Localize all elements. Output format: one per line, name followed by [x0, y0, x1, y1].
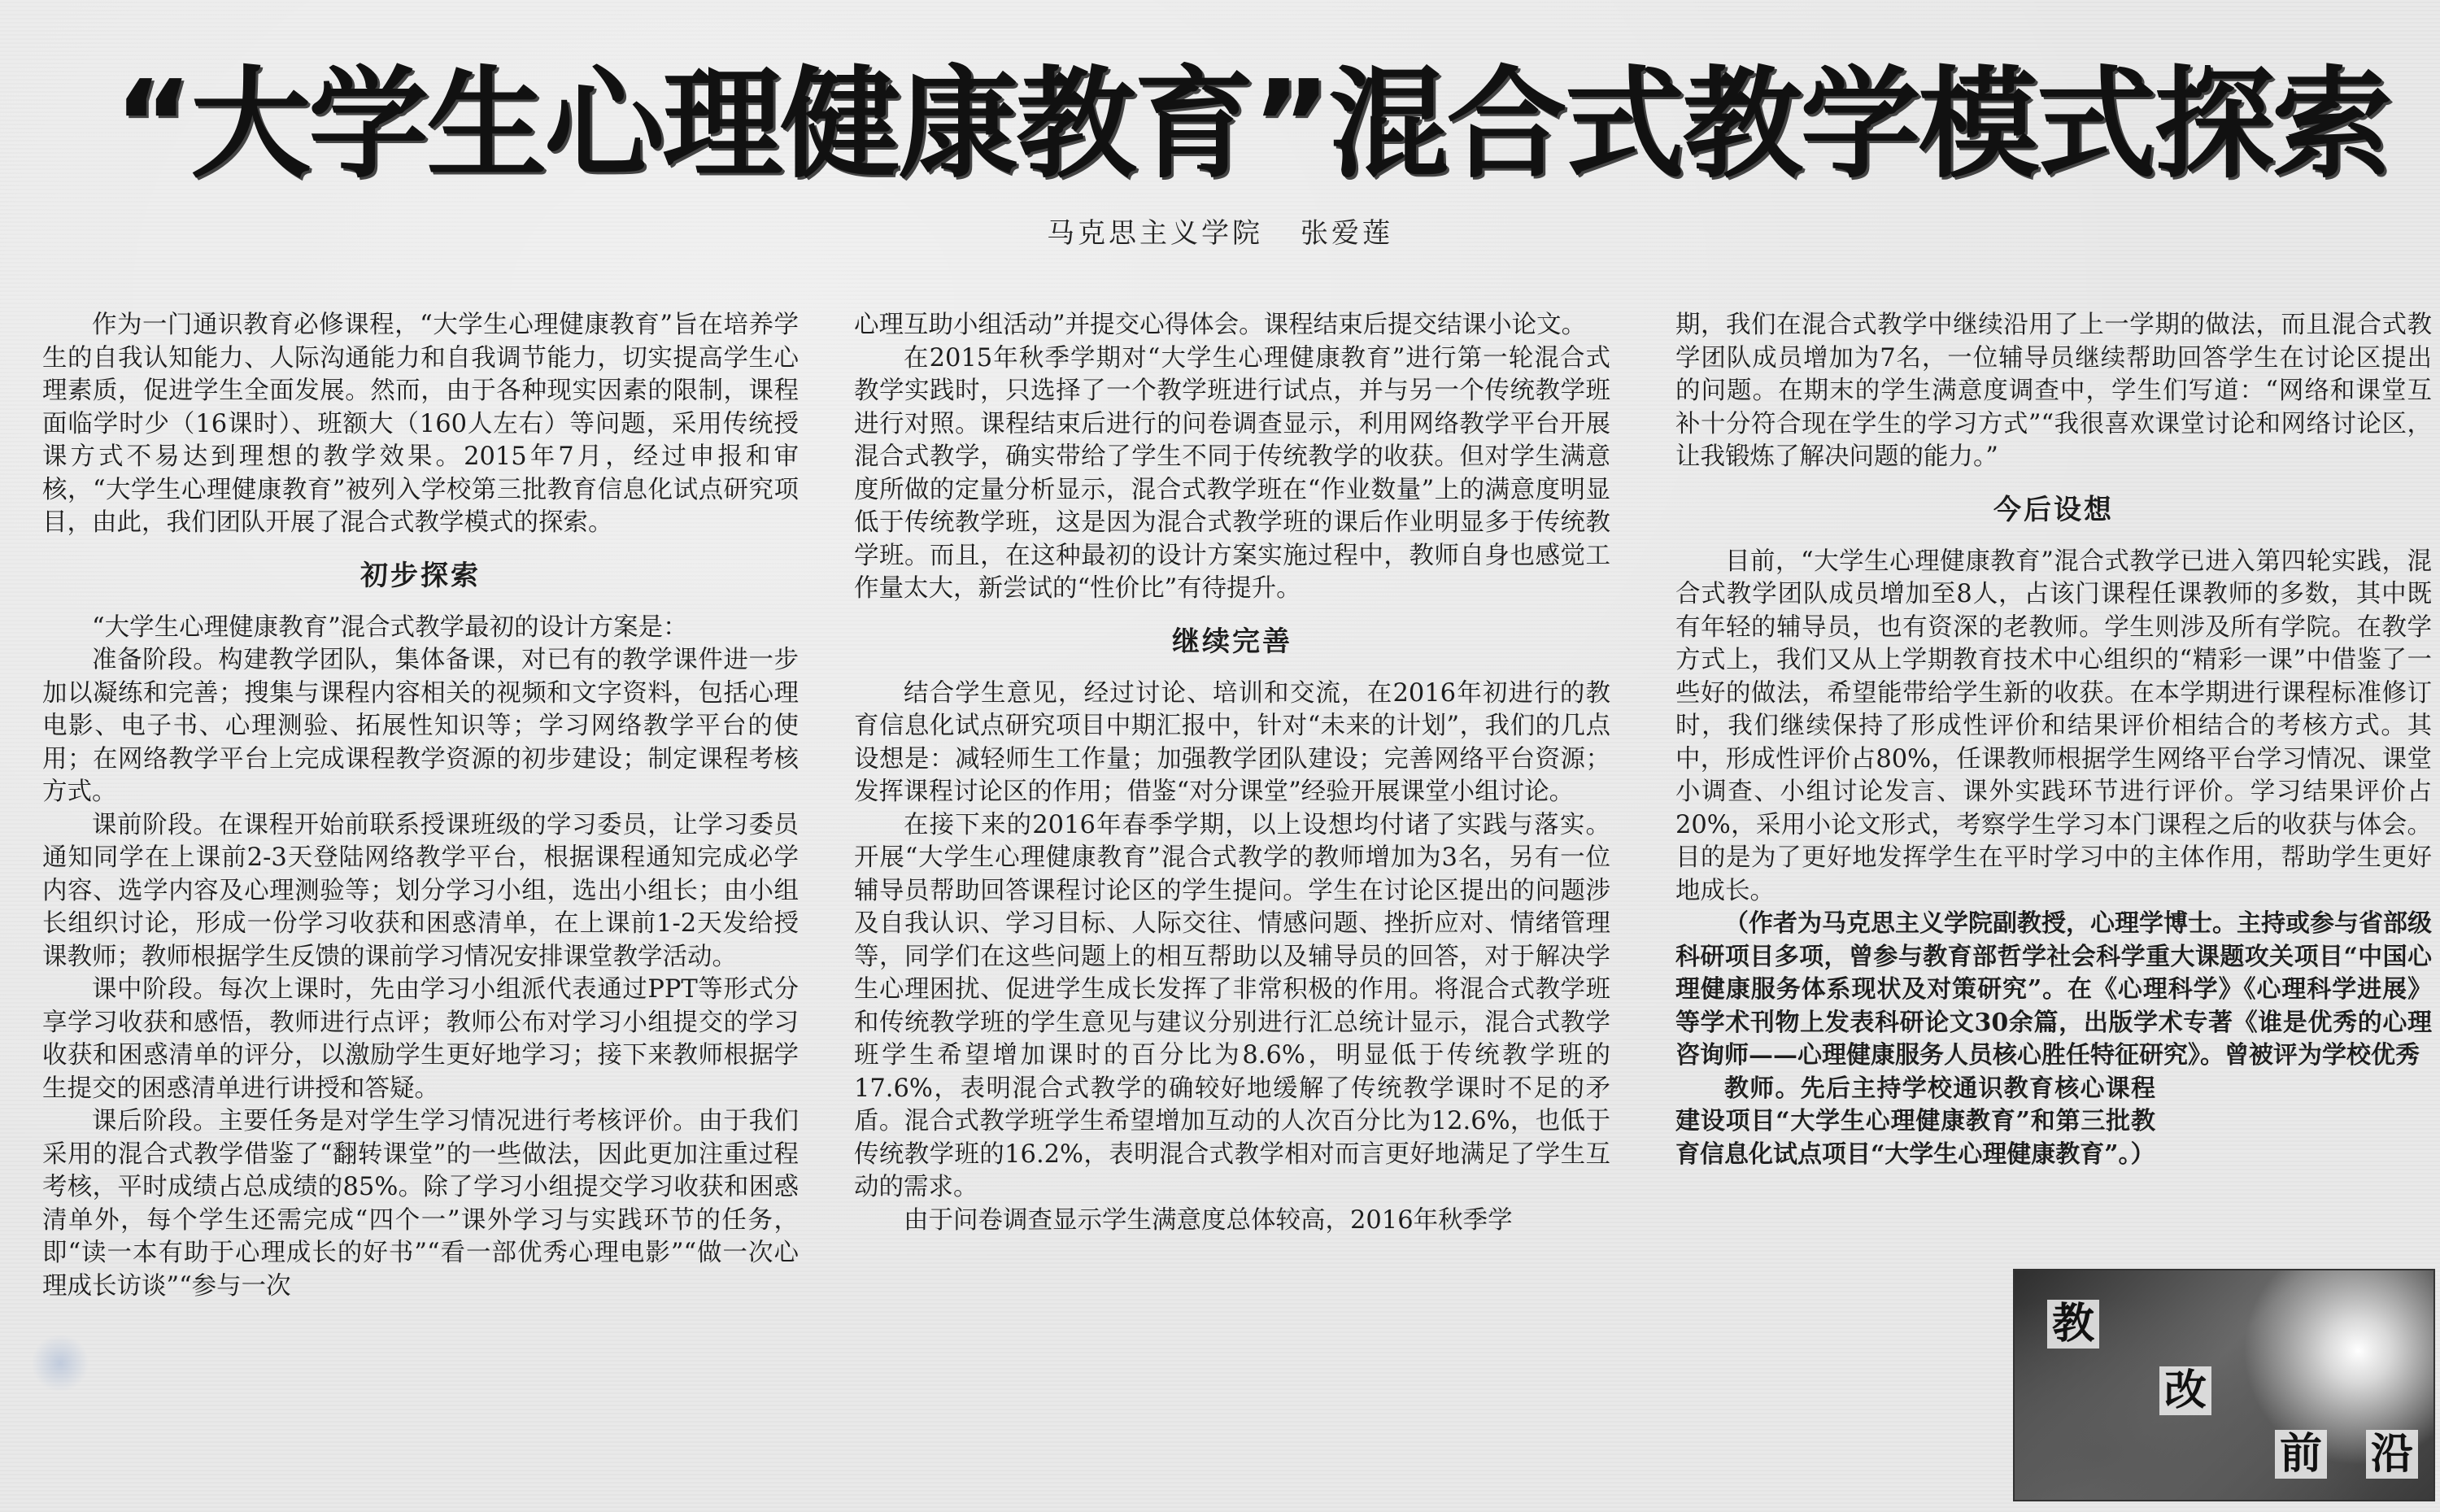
headline: “大学生心理健康教育”混合式教学模式探索 — [114, 54, 2390, 194]
section-heading: 今后设想 — [1993, 493, 2114, 526]
paragraph: 准备阶段。构建教学团队，集体备课，对已有的教学课件进一步加以凝练和完善；搜集与课程内容相关的视频和文字资料，包括心理电影、电子书、心理测验、拓展性知识等；学习网络教学平台的使用；在网络教学平台上完成课程教学资源的初步建设；制定课程考核方式。 — [42, 646, 799, 806]
byline — [0, 213, 2440, 254]
paragraph: 由于问卷调查显示学生满意度总体较高，2016年秋季学 — [904, 1205, 1513, 1235]
badge-char: 前 — [2275, 1430, 2327, 1479]
paragraph: 心理互助小组活动”并提交心得体会。课程结束后提交结课小论文。 — [854, 311, 1587, 339]
paragraph: 课后阶段。主要任务是对学生学习情况进行考核评价。由于我们采用的混合式教学借鉴了“翻转课堂”的一些做法，因此更加注重过程考核，平时成绩占总成绩的85%。除了学习小组提交学习收获和困惑清单外，每个学生还需完成“四个一”课外学习与实践环节的任务，即“读一本有助于心理成长的好书”“看一部优秀心理电影”“做一次心理成长访谈”“参与一次 — [42, 1107, 799, 1301]
paragraph: 在2015年秋季学期对“大学生心理健康教育”进行第一轮混合式教学实践时，只选择了一个教学班进行试点，并与另一个传统教学班进行对照。课程结束后进行的问卷调查显示，利用网络教学平台开展混合式教学，确实带给了学生不同于传统教学的收获。但对学生满意度所做的定量分析显示，混合式教学班在“作业数量”上的满意度明显低于传统教学班，这是因为混合式教学班的课后作业明显多于传统教学班。而且，在这种最初的设计方案实施过程中，教师自身也感觉工作量太大，新尝试的“性价比”有待提升。 — [854, 343, 1610, 603]
bio-text-continued: 教师。先后主持学校通识教育核心课程建设项目“大学生心理健康教育”和第三批教育信息化试点项目“大学生心理健康教育”。） — [1675, 1074, 2155, 1169]
badge-char: 改 — [2159, 1366, 2211, 1415]
paragraph: 课中阶段。每次上课时，先由学习小组派代表通过PPT等形式分享学习收获和感悟，教师进行点评；教师公布对学习小组提交的学习收获和困惑清单的评分，以激励学生更好地学习；接下来教师根据学生提交的困惑清单进行讲授和答疑。 — [42, 975, 799, 1103]
paragraph: 期，我们在混合式教学中继续沿用了上一学期的做法，而且混合式教学团队成员增加为7名，一位辅导员继续帮助回答学生在讨论区提出的问题。在期末的学生满意度调查中，学生们写道：“网络和课堂互补十分符合现在学生的学习方式”“我很喜欢课堂讨论和网络讨论区，让我锻炼了解决问题的能力。” — [1675, 311, 2432, 471]
author-affiliation: 马克思主义学院 — [1047, 217, 1263, 250]
paragraph: 在接下来的2016年春季学期，以上设想均付诸了实践与落实。开展“大学生心理健康教育”混合式教学的教师增加为3名，另有一位辅导员帮助回答课程讨论区的学生提问。学生在讨论区提出的问题涉及自我认识、学习目标、人际交往、情感问题、挫折应对、情绪管理等，同学们在这些问题上的相互帮助以及辅导员的回答，对于解决学生心理困扰、促进学生成长发挥了非常积极的作用。将混合式教学班和传统教学班的学生意见与建议分别进行汇总统计显示，混合式教学班学生希望增加课时的百分比为8.6%，明显低于传统教学班的17.6%，表明混合式教学的确较好地缓解了传统教学课时不足的矛盾。混合式教学班学生希望增加互动的人次百分比为12.6%，也低于传统教学班的16.2%，表明混合式教学相对而言更好地满足了学生互动的需求。 — [854, 810, 1610, 1201]
paragraph: 目前，“大学生心理健康教育”混合式教学已进入第四轮实践，混合式教学团队成员增加至8人，占该门课程任课教师的多数，其中既有年轻的辅导员，也有资深的老教师。学生则涉及所有学院。在教学方式上，我们又从上学期教育技术中心组织的“精彩一课”中借鉴了一些好的做法，希望能带给学生新的收获。在本学期进行课程标准修订时，我们继续保持了形成性评价和结果评价相结合的考核方式。其中，形成性评价占80%，任课教师根据学生网络平台学习情况、课堂小调查、小组讨论发言、课外实践环节进行评价。学习结果评价占20%，采用小论文形式，考察学生学习本门课程之后的收获与体会。目的是为了更好地发挥学生在平时学习中的主体作用，帮助学生更好地成长。 — [1675, 547, 2432, 905]
badge-char: 教 — [2047, 1300, 2099, 1349]
paragraph: “大学生心理健康教育”混合式教学最初的设计方案是： — [92, 612, 688, 642]
column-badge — [2013, 1269, 2435, 1501]
column-2 — [854, 309, 1610, 1497]
author-bio — [1675, 908, 2432, 1171]
ink-smudge — [31, 1334, 89, 1392]
badge-char: 沿 — [2366, 1430, 2418, 1479]
paragraph: 结合学生意见，经过讨论、培训和交流，在2016年初进行的教育信息化试点研究项目中期汇报中，针对“未来的计划”，我们的几点设想是：减轻师生工作量；加强教学团队建设；完善网络平台资源；发挥课程讨论区的作用；借鉴“对分课堂”经验开展课堂小组讨论。 — [854, 678, 1610, 806]
paragraph: 课前阶段。在课程开始前联系授课班级的学习委员，让学习委员通知同学在上课前2-3天登陆网络教学平台，根据课程通知完成必学内容、选学内容及心理测验等；划分学习小组，选出小组长；由小组长组织讨论，形成一份学习收获和困惑清单，在上课前1-2天发给授课教师；教师根据学生反馈的课前学习情况安排课堂教学活动。 — [42, 810, 799, 971]
bio-text: （作者为马克思主义学院副教授，心理学博士。主持或参与省部级科研项目多项，曾参与教育部哲学社会科学重大课题攻关项目“中国心理健康服务体系现状及对策研究”。在《心理科学》《心理科学进展》等学术刊物上发表科研论文30余篇，出版学术专著《谁是优秀的心理咨询师——心理健康服务人员核心胜任特征研究》。曾被评为学校优秀 — [1675, 909, 2432, 1070]
paragraph: 作为一门通识教育必修课程，“大学生心理健康教育”旨在培养学生的自我认知能力、人际沟通能力和自我调节能力，切实提高学生心理素质，促进学生全面发展。然而，由于各种现实因素的限制，课程面临学时少（16课时）、班额大（160人左右）等问题，采用传统授课方式不易达到理想的教学效果。2015年7月，经过申报和审核，“大学生心理健康教育”被列入学校第三批教育信息化试点研究项目，由此，我们团队开展了混合式教学模式的探索。 — [42, 311, 799, 537]
column-1 — [42, 309, 799, 1497]
section-heading: 初步探索 — [360, 559, 481, 592]
author-name: 张爱莲 — [1301, 217, 1393, 250]
section-heading: 继续完善 — [1172, 625, 1292, 658]
